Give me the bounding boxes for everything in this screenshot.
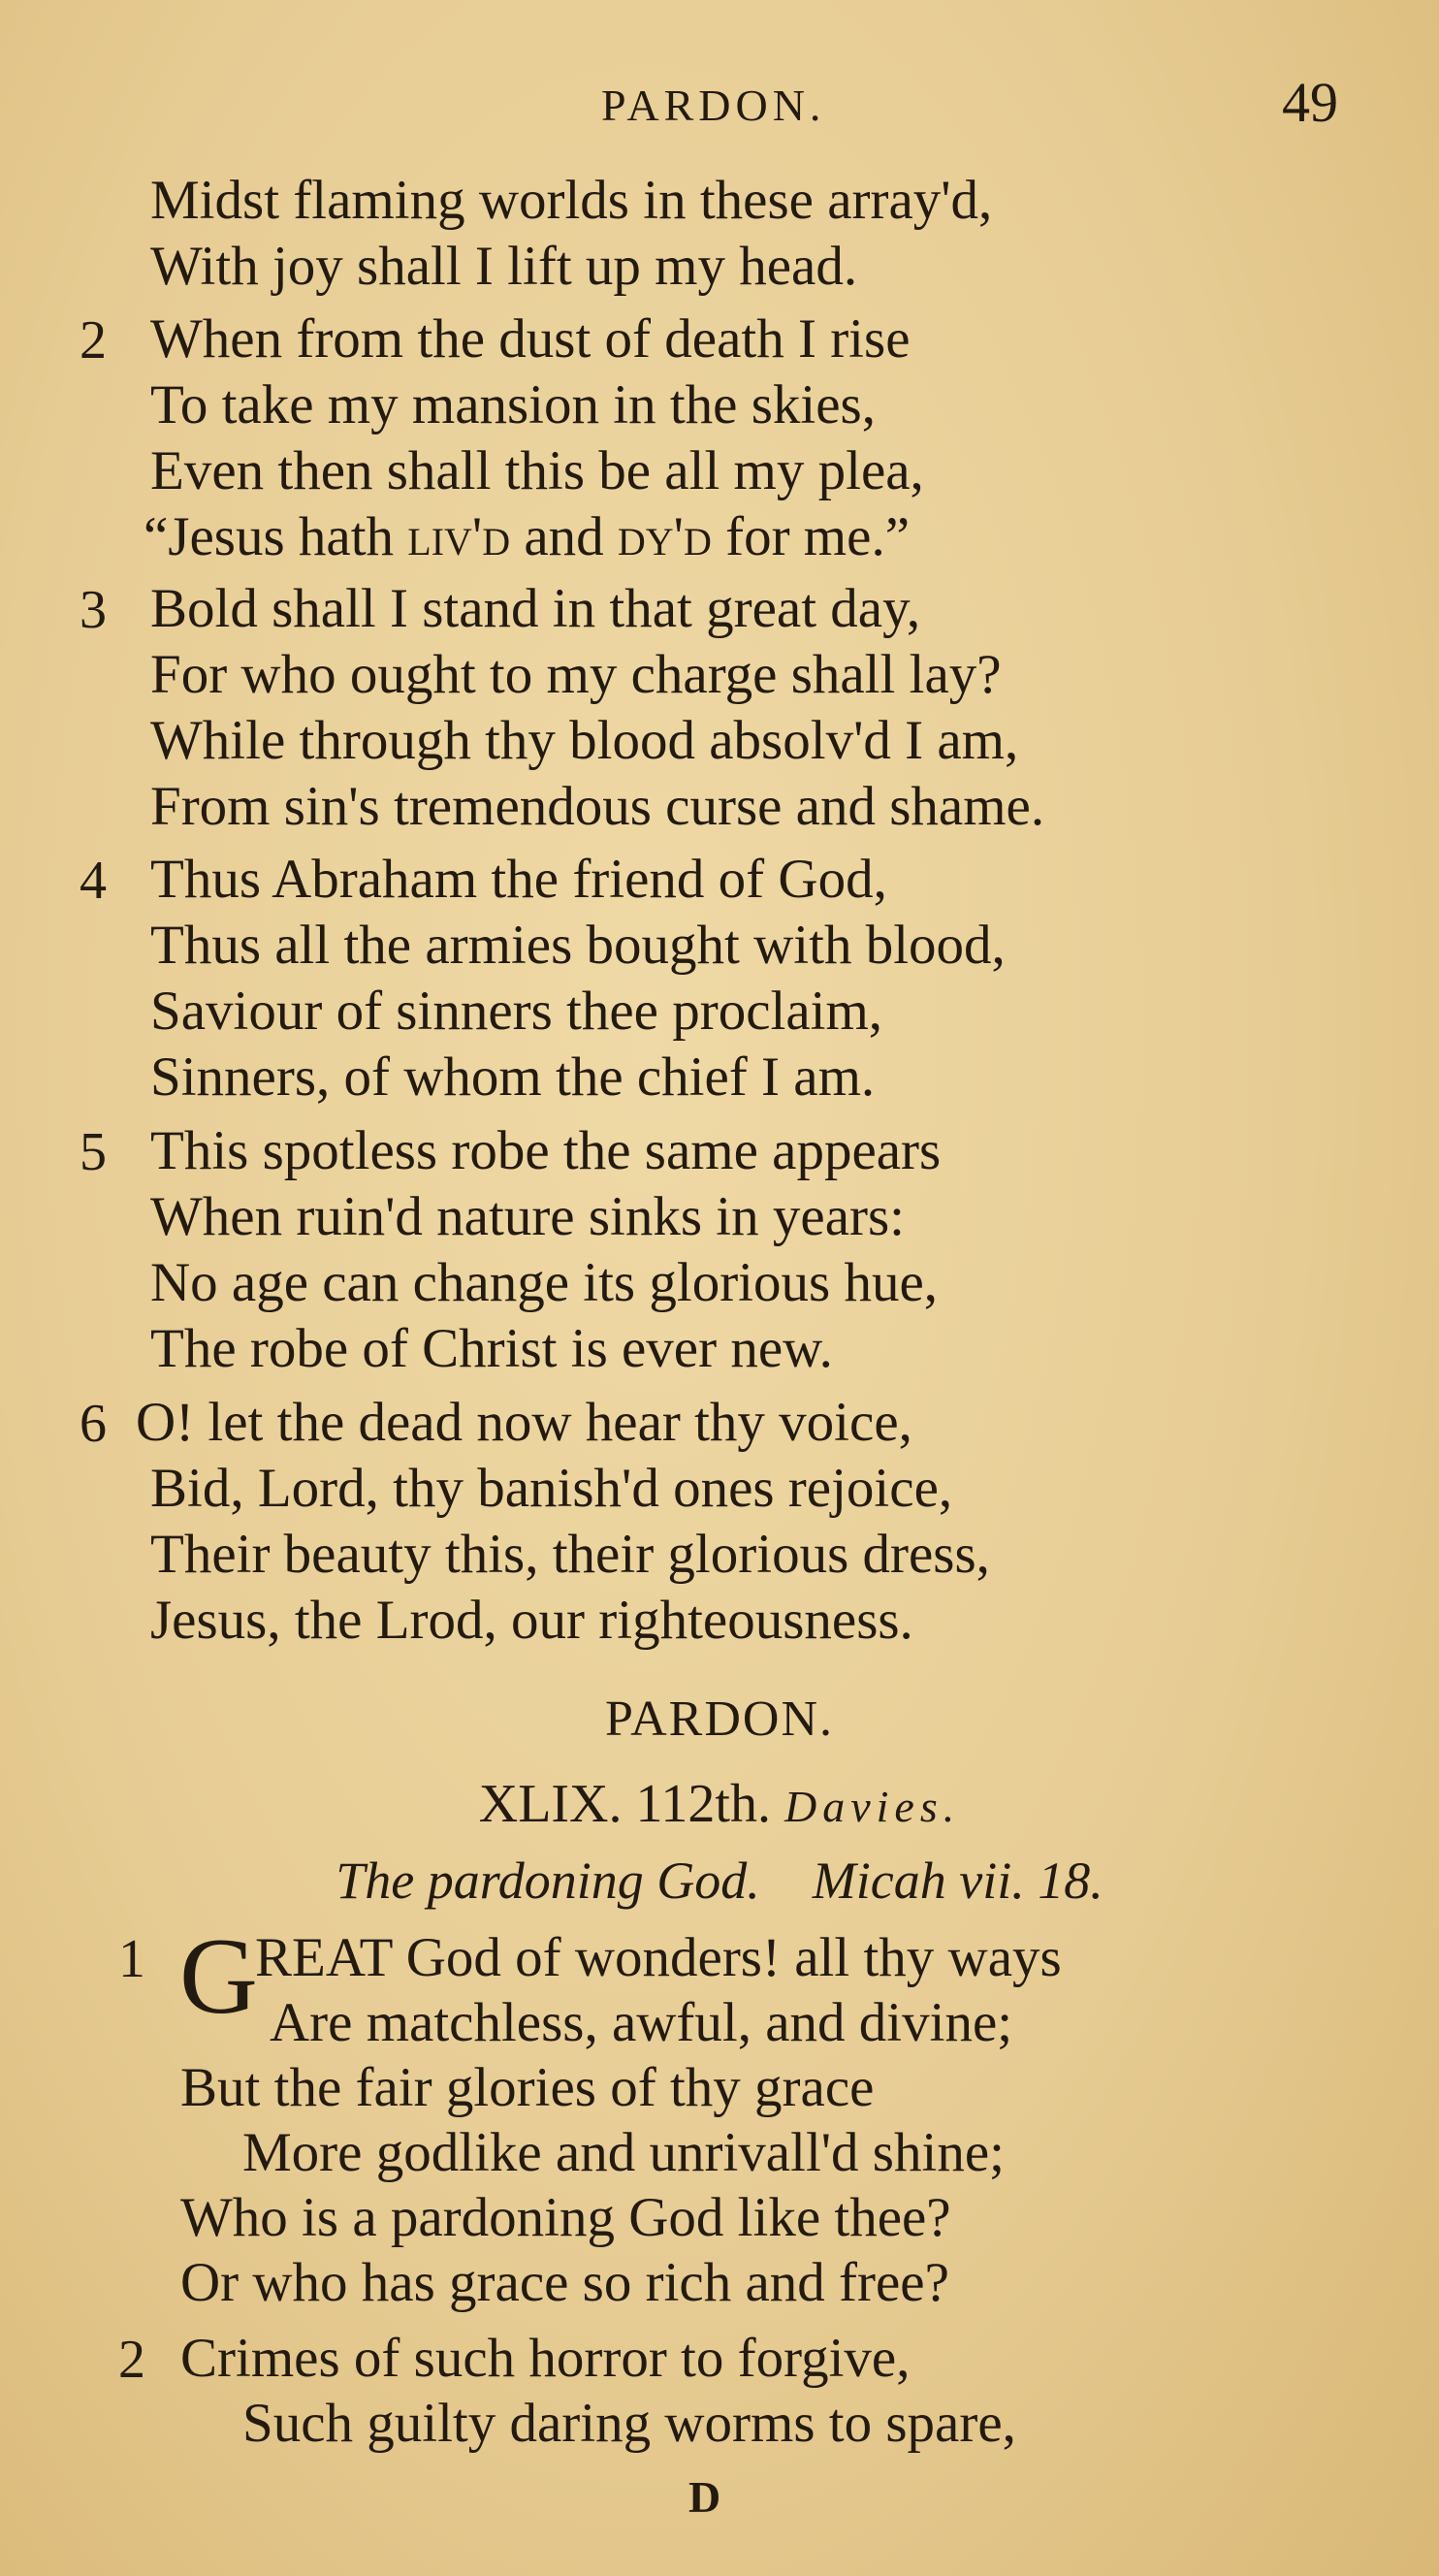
verse-text: “Jesus hath — [144, 506, 408, 567]
verse-line: From sin's tremendous curse and shame. — [150, 776, 1045, 837]
verse-line: Even then shall this be all my plea, — [150, 440, 924, 501]
verse-line: No age can change its glorious hue, — [150, 1252, 938, 1313]
verse-line: Crimes of such horror to forgive, — [180, 2328, 911, 2389]
stanza-number: 5 — [80, 1122, 107, 1182]
stanza-number: 2 — [80, 310, 107, 370]
verse-text: for me.” — [711, 506, 910, 567]
verse-line: Thus all the armies bought with blood, — [150, 915, 1006, 976]
stanza-number: 2 — [118, 2330, 145, 2390]
verse-line: Such guilty daring worms to spare, — [242, 2393, 1016, 2454]
verse-line: Who is a pardoning God like thee? — [180, 2187, 951, 2248]
verse-line: But the fair glories of thy grace — [180, 2057, 875, 2118]
verse-line: REAT God of wonders! all thy ways — [255, 1927, 1062, 1988]
verse-line: Or who has grace so rich and free? — [180, 2252, 949, 2313]
verse-line: When from the dust of death I rise — [150, 308, 911, 370]
scripture-reference: Micah vii. 18. — [812, 1852, 1103, 1910]
hymn-number: XLIX. — [478, 1774, 623, 1834]
hymn-heading — [0, 1774, 1439, 1834]
small-caps-word: dy'd — [617, 506, 712, 567]
stanza-number: 1 — [118, 1929, 145, 1989]
verse-line — [144, 506, 910, 567]
verse-line: While through thy blood absolv'd I am, — [150, 710, 1019, 771]
verse-line: Midst flaming worlds in these array'd, — [150, 170, 993, 231]
subtitle-theme: The pardoning God. — [336, 1852, 760, 1910]
verse-line: To take my mansion in the skies, — [150, 374, 876, 435]
verse-line: More godlike and unrivall'd shine; — [242, 2122, 1005, 2183]
stanza-number: 4 — [80, 851, 107, 911]
small-caps-word: liv'd — [407, 506, 511, 567]
verse-text: and — [510, 506, 618, 567]
verse-line: When ruin'd nature sinks in years: — [150, 1186, 905, 1247]
verse-line: O! let the dead now hear thy voice, — [136, 1392, 912, 1453]
verse-line: For who ought to my charge shall lay? — [150, 644, 1002, 705]
stanza-number: 3 — [80, 580, 107, 640]
verse-line: The robe of Christ is ever new. — [150, 1318, 833, 1379]
verse-line: Bold shall I stand in that great day, — [150, 578, 921, 639]
section-title: PARDON. — [604, 1691, 835, 1747]
hymn-meter: 112th. — [635, 1774, 771, 1834]
verse-line: Bid, Lord, thy banish'd ones rejoice, — [150, 1458, 953, 1519]
drop-cap: G — [179, 1916, 258, 2037]
running-head: PARDON. — [601, 80, 826, 130]
page-number: 49 — [1282, 71, 1338, 134]
hymn-subtitle — [0, 1852, 1439, 1910]
verse-line: This spotless robe the same appears — [150, 1120, 942, 1181]
verse-line: Sinners, of whom the chief I am. — [150, 1046, 876, 1108]
signature-mark: D — [688, 2472, 721, 2522]
hymn-author: Davies. — [783, 1782, 961, 1831]
verse-line: Jesus, the Lrod, our righteousness. — [150, 1590, 913, 1651]
verse-line: Thus Abraham the friend of God, — [150, 849, 887, 910]
verse-line: Their beauty this, their glorious dress, — [150, 1524, 990, 1585]
verse-line: Are matchless, awful, and divine; — [270, 1992, 1013, 2053]
verse-line: Saviour of sinners thee proclaim, — [150, 981, 883, 1042]
verse-line: With joy shall I lift up my head. — [150, 236, 858, 297]
stanza-number: 6 — [80, 1394, 107, 1454]
